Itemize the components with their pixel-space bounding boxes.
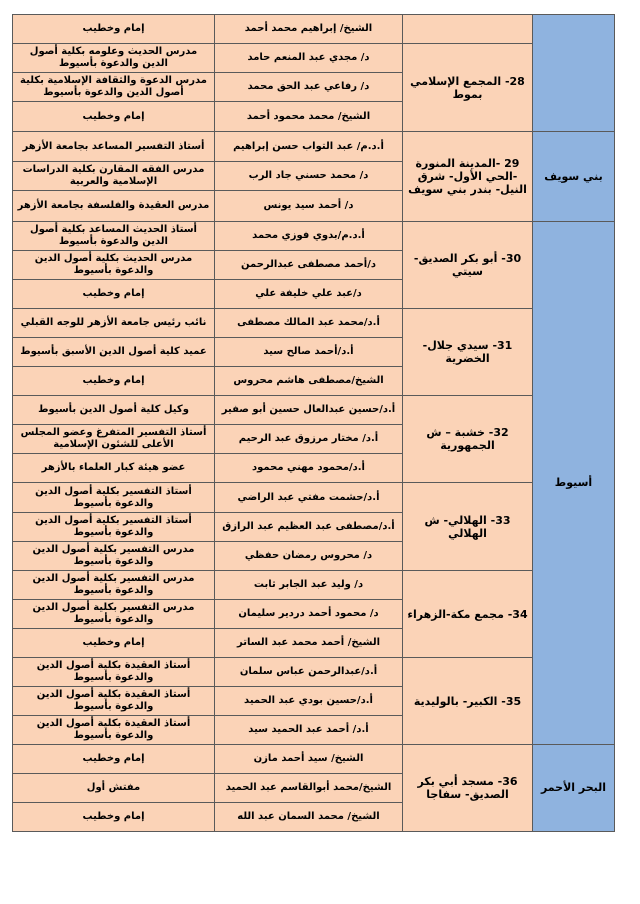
scholar-role-cell: مدرس التفسير بكلية أصول الدين والدعوة بأسيوط [13, 600, 215, 629]
scholar-name-cell: أ.د/حشمت مفتي عبد الراضي [215, 483, 403, 513]
scholar-role-cell: مدرس التفسير بكلية أصول الدين والدعوة بأسيوط [13, 542, 215, 571]
scholar-name-cell: د/ محمد حسني جاد الرب [215, 162, 403, 191]
mosque-cell: 29 -المدينة المنورة -الحي الأول- شرق النيل- بندر بني سويف [403, 132, 533, 222]
table-row [13, 571, 615, 600]
mosque-cell: 33- الهلالي- ش الهلالي [403, 483, 533, 571]
scholar-role-cell: إمام وخطيب [13, 15, 215, 44]
scholar-role-cell: عميد كلية أصول الدين الأسبق بأسيوط [13, 338, 215, 367]
scholar-name-cell: الشيخ/ إبراهيم محمد أحمد [215, 15, 403, 44]
scholar-name-cell: أ.د/عبدالرحمن عباس سلمان [215, 658, 403, 687]
scholar-name-cell: د/ وليد عبد الجابر ثابت [215, 571, 403, 600]
mosque-cell: 30- أبو بكر الصديق- سيتي [403, 222, 533, 309]
scholar-name-cell: الشيخ/ سيد أحمد مازن [215, 745, 403, 774]
scholar-role-cell: إمام وخطيب [13, 102, 215, 132]
scholar-name-cell: أ.د/أحمد صالح سيد [215, 338, 403, 367]
mosque-cell: 36- مسجد أبي بكر الصديق- سفاجا [403, 745, 533, 832]
scholar-name-cell: د/ أحمد سيد يونس [215, 191, 403, 222]
scholar-role-cell: وكيل كلية أصول الدين بأسيوط [13, 396, 215, 425]
table-row [13, 15, 615, 44]
scholar-role-cell: مدرس العقيدة والفلسفة بجامعة الأزهر [13, 191, 215, 222]
mosque-cell: 34- مجمع مكة-الزهراء [403, 571, 533, 658]
scholar-name-cell: أ.د.م/ عبد التواب حسن إبراهيم [215, 132, 403, 162]
table-row [13, 745, 615, 774]
imams-table-body [13, 15, 615, 832]
scholar-role-cell: مدرس الحديث بكلية أصول الدين والدعوة بأسيوط [13, 251, 215, 280]
scholar-name-cell: أ.د/محمد عبد المالك مصطفى [215, 309, 403, 338]
scholar-name-cell: أ.د/مصطفى عبد العظيم عبد الرازق [215, 513, 403, 542]
scholar-role-cell: عضو هيئة كبار العلماء بالأزهر [13, 454, 215, 483]
scholar-role-cell: مدرس التفسير بكلية أصول الدين والدعوة بأسيوط [13, 571, 215, 600]
table-row [13, 483, 615, 513]
scholar-role-cell: إمام وخطيب [13, 803, 215, 832]
scholar-name-cell: د/ محمود أحمد دردير سليمان [215, 600, 403, 629]
governorate-cell [533, 15, 615, 132]
scholar-name-cell: أ.د/حسين بودي عبد الحميد [215, 687, 403, 716]
scholar-role-cell: أستاذ العقيدة بكلية أصول الدين والدعوة بأسيوط [13, 716, 215, 745]
scholar-role-cell: أستاذ التفسير بكلية أصول الدين والدعوة بأسيوط [13, 483, 215, 513]
scholar-name-cell: الشيخ/ محمد محمود أحمد [215, 102, 403, 132]
scholar-role-cell: أستاذ العقيدة بكلية أصول الدين والدعوة بأسيوط [13, 687, 215, 716]
scholar-name-cell: أ.د/ أحمد عبد الحميد سيد [215, 716, 403, 745]
scholar-role-cell: إمام وخطيب [13, 745, 215, 774]
scholar-role-cell: إمام وخطيب [13, 280, 215, 309]
scholar-role-cell: أستاذ العقيدة بكلية أصول الدين والدعوة بأسيوط [13, 658, 215, 687]
scholar-name-cell: أ.د.م/بدوي فوزي محمد [215, 222, 403, 251]
scholar-name-cell: د/أحمد مصطفى عبدالرحمن [215, 251, 403, 280]
table-row [13, 309, 615, 338]
mosque-cell [403, 15, 533, 44]
scholar-name-cell: أ.د/محمود مهني محمود [215, 454, 403, 483]
governorate-cell: البحر الأحمر [533, 745, 615, 832]
scholar-role-cell: أستاذ الحديث المساعد بكلية أصول الدين والدعوة بأسيوط [13, 222, 215, 251]
scholar-role-cell: مدرس الفقه المقارن بكلية الدراسات الإسلامية والعربية [13, 162, 215, 191]
scholar-name-cell: أ.د/حسين عبدالعال حسين أبو صفير [215, 396, 403, 425]
governorate-cell: بني سويف [533, 132, 615, 222]
scholar-name-cell: د/ رفاعي عبد الحق محمد [215, 73, 403, 102]
scholar-name-cell: الشيخ/مصطفى هاشم محروس [215, 367, 403, 396]
scholar-role-cell: نائب رئيس جامعة الأزهر للوجه القبلي [13, 309, 215, 338]
governorate-cell: أسيوط [533, 222, 615, 745]
scholar-role-cell: إمام وخطيب [13, 367, 215, 396]
scholar-role-cell: أستاذ التفسير المتفرغ وعضو المجلس الأعلى للشئون الإسلامية [13, 425, 215, 454]
scholar-name-cell: الشيخ/ محمد السمان عبد الله [215, 803, 403, 832]
scholar-name-cell: أ.د/ مختار مرزوق عبد الرحيم [215, 425, 403, 454]
scholar-role-cell: أستاذ التفسير المساعد بجامعة الأزهر [13, 132, 215, 162]
scholar-role-cell: إمام وخطيب [13, 629, 215, 658]
imams-table [12, 14, 615, 832]
schedule-sheet [12, 14, 614, 832]
mosque-cell: 31- سيدي جلال-الخضرية [403, 309, 533, 396]
table-row [13, 396, 615, 425]
scholar-name-cell: الشيخ/محمد أبوالقاسم عبد الحميد [215, 774, 403, 803]
table-row [13, 44, 615, 73]
scholar-name-cell: الشيخ/ أحمد محمد عبد الساتر [215, 629, 403, 658]
scholar-name-cell: د/عبد علي خليفة علي [215, 280, 403, 309]
scholar-name-cell: د/ محروس رمضان حفظي [215, 542, 403, 571]
scholar-role-cell: أستاذ التفسير بكلية أصول الدين والدعوة بأسيوط [13, 513, 215, 542]
scholar-role-cell: مفتش أول [13, 774, 215, 803]
table-row [13, 132, 615, 162]
mosque-cell: 32- خشبة – ش الجمهورية [403, 396, 533, 483]
scholar-name-cell: د/ مجدي عبد المنعم حامد [215, 44, 403, 73]
table-row [13, 222, 615, 251]
scholar-role-cell: مدرس الدعوة والثقافة الإسلامية بكلية أصول الدين والدعوة بأسيوط [13, 73, 215, 102]
mosque-cell: 28- المجمع الإسلامي بموط [403, 44, 533, 132]
scholar-role-cell: مدرس الحديث وعلومه بكلية أصول الدين والدعوة بأسيوط [13, 44, 215, 73]
mosque-cell: 35- الكبير- بالوليدية [403, 658, 533, 745]
table-row [13, 658, 615, 687]
